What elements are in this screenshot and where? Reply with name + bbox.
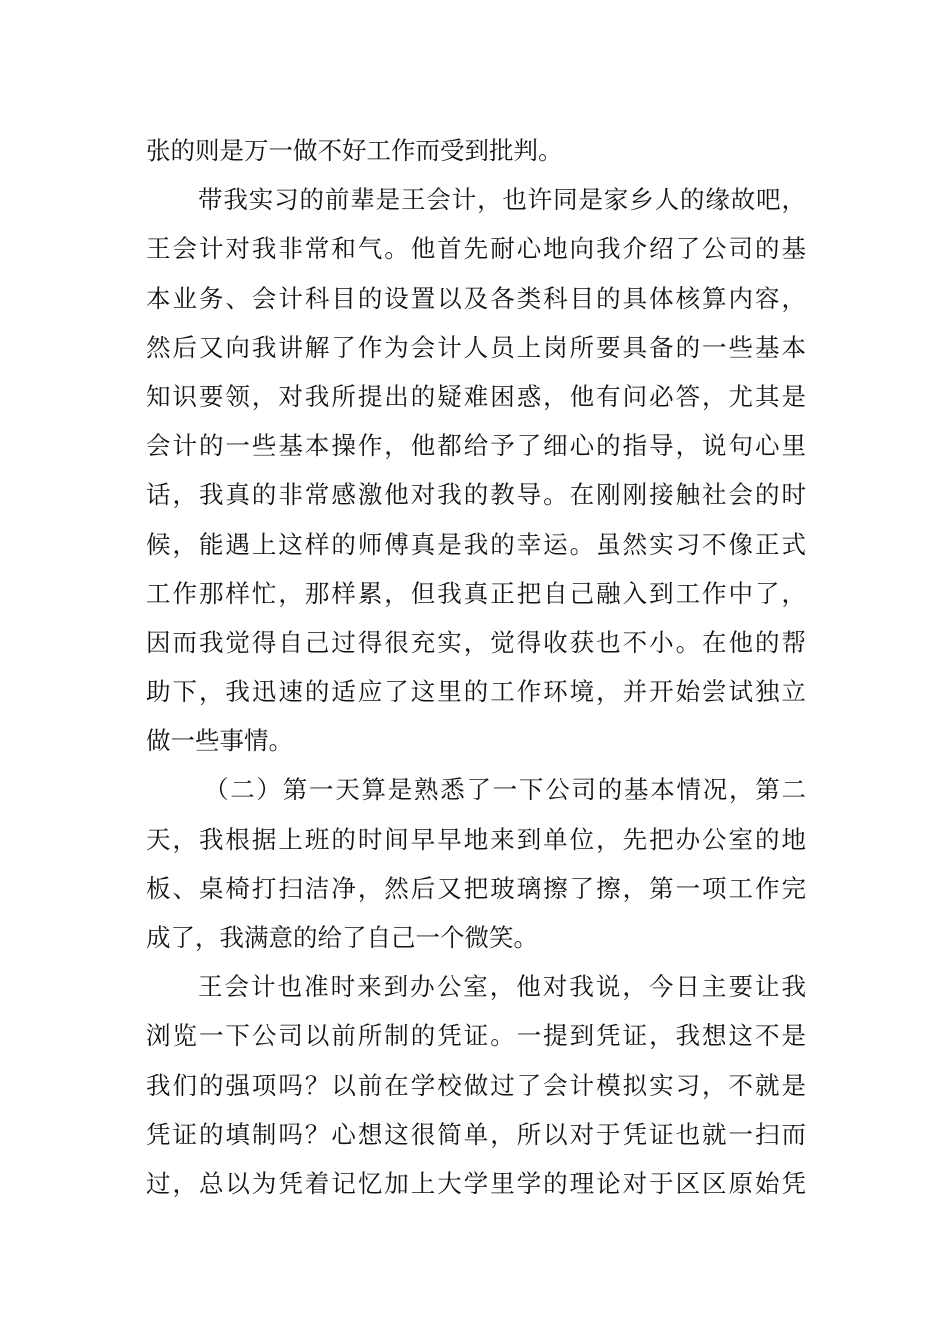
text-line: 凭证的填制吗？心想这很简单，所以对于凭证也就一扫而 [146,1119,806,1149]
text-line: 会计的一些基本操作，他都给予了细心的指导，说句心里 [146,431,806,461]
body-text [146,126,806,1208]
text-line: 成了，我满意的给了自己一个微笑。 [146,923,538,952]
text-line: 张的则是万一做不好工作而受到批判。 [146,136,563,165]
text-line: 工作那样忙，那样累，但我真正把自己融入到工作中了， [146,578,806,608]
text-line: 板、桌椅打扫洁净，然后又把玻璃擦了擦，第一项工作完 [146,873,806,903]
text-line: 因而我觉得自己过得很充实，觉得收获也不小。在他的帮 [146,627,806,657]
text-line: （二）第一天算是熟悉了一下公司的基本情况，第二 [204,775,806,805]
text-line: 天，我根据上班的时间早早地来到单位，先把办公室的地 [146,824,806,854]
text-line: 候，能遇上这样的师傅真是我的幸运。虽然实习不像正式 [146,529,806,559]
text-line: 过，总以为凭着记忆加上大学里学的理论对于区区原始凭 [146,1168,806,1198]
text-line: 助下，我迅速的适应了这里的工作环境，并开始尝试独立 [146,677,806,707]
text-line: 我们的强项吗？以前在学校做过了会计模拟实习，不就是 [146,1070,806,1100]
text-line: 带我实习的前辈是王会计，也许同是家乡人的缘故吧， [198,185,806,215]
text-line: 话，我真的非常感激他对我的教导。在刚刚接触社会的时 [146,480,806,510]
text-line: 做一些事情。 [146,726,293,756]
text-line: 本业务、会计科目的设置以及各类科目的具体核算内容， [146,283,806,313]
text-line: 浏览一下公司以前所制的凭证。一提到凭证，我想这不是 [146,1021,806,1051]
text-line: 王会计也准时来到办公室，他对我说，今日主要让我 [198,972,806,1002]
text-line: 然后又向我讲解了作为会计人员上岗所要具备的一些基本 [146,332,806,362]
text-line: 知识要领，对我所提出的疑难困惑，他有问必答，尤其是 [146,381,806,411]
text-line: 王会计对我非常和气。他首先耐心地向我介绍了公司的基 [146,234,806,264]
